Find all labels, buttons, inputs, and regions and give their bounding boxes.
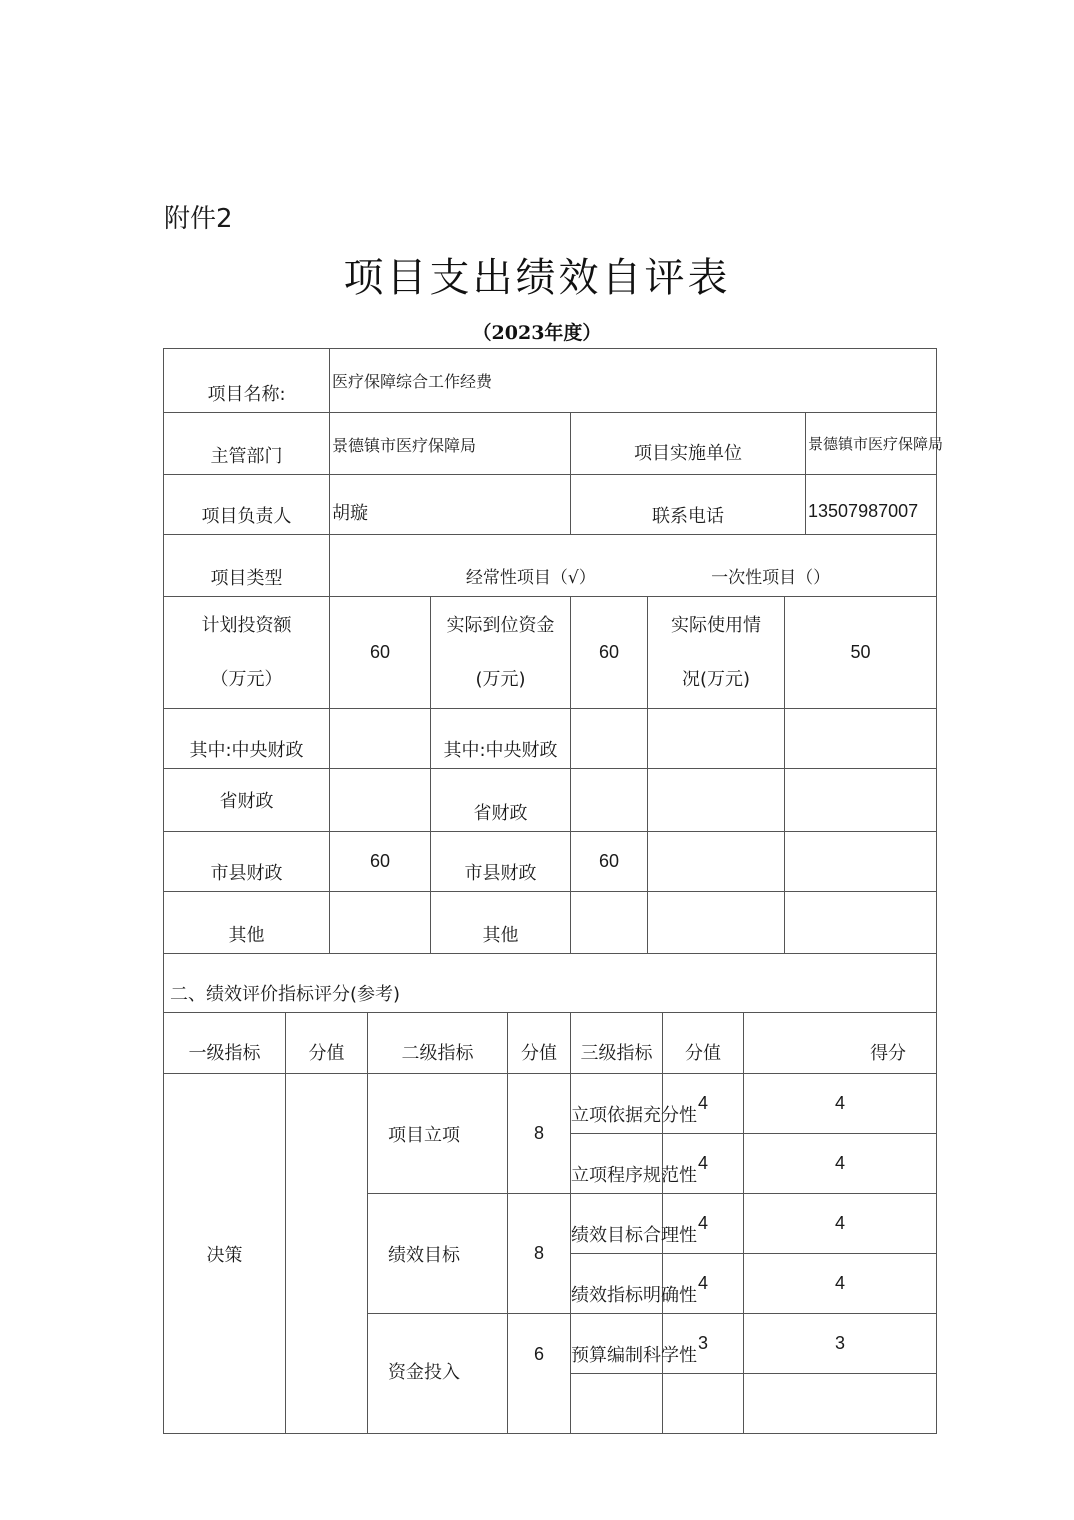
- other-finance-value-a: [330, 892, 431, 954]
- actual-funds-label-line1: 实际到位资金: [446, 614, 555, 636]
- score-header-score: 得分: [744, 1013, 937, 1074]
- other-blank-1: [648, 892, 785, 954]
- project-type-label: 项目类型: [164, 535, 330, 597]
- impl-unit-label: 项目实施单位: [571, 413, 806, 475]
- central-finance-value-b: [571, 709, 648, 769]
- row-funds-total: [164, 597, 937, 709]
- central-finance-label-b: 其中:中央财政: [431, 709, 571, 769]
- province-blank-1: [648, 769, 785, 832]
- row-leader: [164, 475, 937, 535]
- level3-score: 4: [744, 1134, 937, 1194]
- score-header-level3: 三级指标: [571, 1013, 663, 1074]
- level3-score: 4: [744, 1074, 937, 1134]
- level2-performance-goal: 绩效目标: [368, 1194, 508, 1314]
- city-finance-label-b: 市县财政: [431, 832, 571, 892]
- type-once-option: 一次性项目（）: [711, 568, 831, 588]
- project-name-value: 医疗保障综合工作经费: [330, 349, 937, 413]
- row-other: [164, 892, 937, 954]
- city-blank-2: [785, 832, 937, 892]
- central-blank-2: [785, 709, 937, 769]
- central-finance-value-a: [330, 709, 431, 769]
- other-finance-label-b: 其他: [431, 892, 571, 954]
- level3-value: 4: [663, 1074, 744, 1134]
- province-finance-value-a: [330, 769, 431, 832]
- page-title: 项目支出绩效自评表: [343, 255, 731, 301]
- actual-funds-label-line2: (万元): [475, 668, 526, 690]
- row-project-type: [164, 535, 937, 597]
- actual-use-value: 50: [785, 597, 937, 709]
- level3-value: 4: [663, 1254, 744, 1314]
- level3-value: 4: [663, 1134, 744, 1194]
- score-header-value1: 分值: [286, 1013, 368, 1074]
- department-label: 主管部门: [164, 413, 330, 475]
- row-department: [164, 413, 937, 475]
- level3-score: 4: [744, 1254, 937, 1314]
- actual-funds-label: [431, 597, 571, 709]
- planned-investment-label: [164, 597, 330, 709]
- phone-label: 联系电话: [571, 475, 806, 535]
- central-finance-label-a: 其中:中央财政: [164, 709, 330, 769]
- level3-value-empty: [663, 1374, 744, 1434]
- level3-score: 4: [744, 1194, 937, 1254]
- score-header-value3: 分值: [663, 1013, 744, 1074]
- city-finance-value-b: 60: [571, 832, 648, 892]
- score-header-level1: 一级指标: [164, 1013, 286, 1074]
- project-name-label: 项目名称:: [164, 349, 330, 413]
- score-row: [164, 1074, 937, 1134]
- planned-investment-label-line2: （万元）: [210, 668, 283, 690]
- level2-funding-input: 资金投入: [368, 1314, 508, 1434]
- phone-value: 13507987007: [806, 475, 937, 535]
- level3-indicator: 立项依据充分性: [571, 1074, 663, 1134]
- actual-funds-value: 60: [571, 597, 648, 709]
- level3-indicator: 立项程序规范性: [571, 1134, 663, 1194]
- level2-project-approval-value: 8: [508, 1074, 571, 1194]
- level3-value: 4: [663, 1194, 744, 1254]
- other-finance-label-a: 其他: [164, 892, 330, 954]
- level3-indicator-empty: [571, 1374, 663, 1434]
- score-header-row: [164, 1013, 937, 1074]
- level2-project-approval: 项目立项: [368, 1074, 508, 1194]
- level3-indicator: 预算编制科学性: [571, 1314, 663, 1374]
- project-type-options: [330, 535, 937, 597]
- province-finance-label-a: 省财政: [164, 769, 330, 832]
- score-header-value2: 分值: [508, 1013, 571, 1074]
- other-finance-value-b: [571, 892, 648, 954]
- score-header-level2: 二级指标: [368, 1013, 508, 1074]
- row-city: [164, 832, 937, 892]
- row-central: [164, 709, 937, 769]
- city-blank-1: [648, 832, 785, 892]
- leader-label: 项目负责人: [164, 475, 330, 535]
- evaluation-form: [163, 348, 944, 1383]
- level2-funding-input-value: 6: [508, 1314, 571, 1434]
- level2-performance-goal-value: 8: [508, 1194, 571, 1314]
- impl-unit-value: 景德镇市医疗保障局: [806, 413, 937, 475]
- leader-value: 胡璇: [330, 475, 571, 535]
- province-blank-2: [785, 769, 937, 832]
- planned-investment-value: 60: [330, 597, 431, 709]
- level1-decision: 决策: [164, 1074, 286, 1434]
- city-finance-label-a: 市县财政: [164, 832, 330, 892]
- year-label: （2023年度）: [472, 322, 602, 344]
- level1-decision-value: [286, 1074, 368, 1434]
- row-section-title: [164, 954, 937, 1013]
- other-blank-2: [785, 892, 937, 954]
- level3-value: 3: [663, 1314, 744, 1374]
- level3-indicator: 绩效指标明确性: [571, 1254, 663, 1314]
- actual-use-label: [648, 597, 785, 709]
- department-value: 景德镇市医疗保障局: [330, 413, 571, 475]
- city-finance-value-a: 60: [330, 832, 431, 892]
- actual-use-label-line1: 实际使用情: [671, 614, 762, 636]
- row-project-name: [164, 349, 937, 413]
- planned-investment-label-line1: 计划投资额: [201, 614, 292, 636]
- section-title: 二、绩效评价指标评分(参考): [164, 954, 937, 1013]
- province-finance-label-b: 省财政: [431, 769, 571, 832]
- type-regular-option: 经常性项目（√）: [465, 568, 596, 588]
- attachment-label: 附件2: [164, 204, 233, 234]
- level3-indicator: 绩效目标合理性: [571, 1194, 663, 1254]
- evaluation-table: [163, 348, 944, 1434]
- level3-score-empty: [744, 1374, 937, 1434]
- central-blank-1: [648, 709, 785, 769]
- province-finance-value-b: [571, 769, 648, 832]
- actual-use-label-line2: 况(万元): [681, 668, 751, 690]
- row-province: [164, 769, 937, 832]
- level3-score: 3: [744, 1314, 937, 1374]
